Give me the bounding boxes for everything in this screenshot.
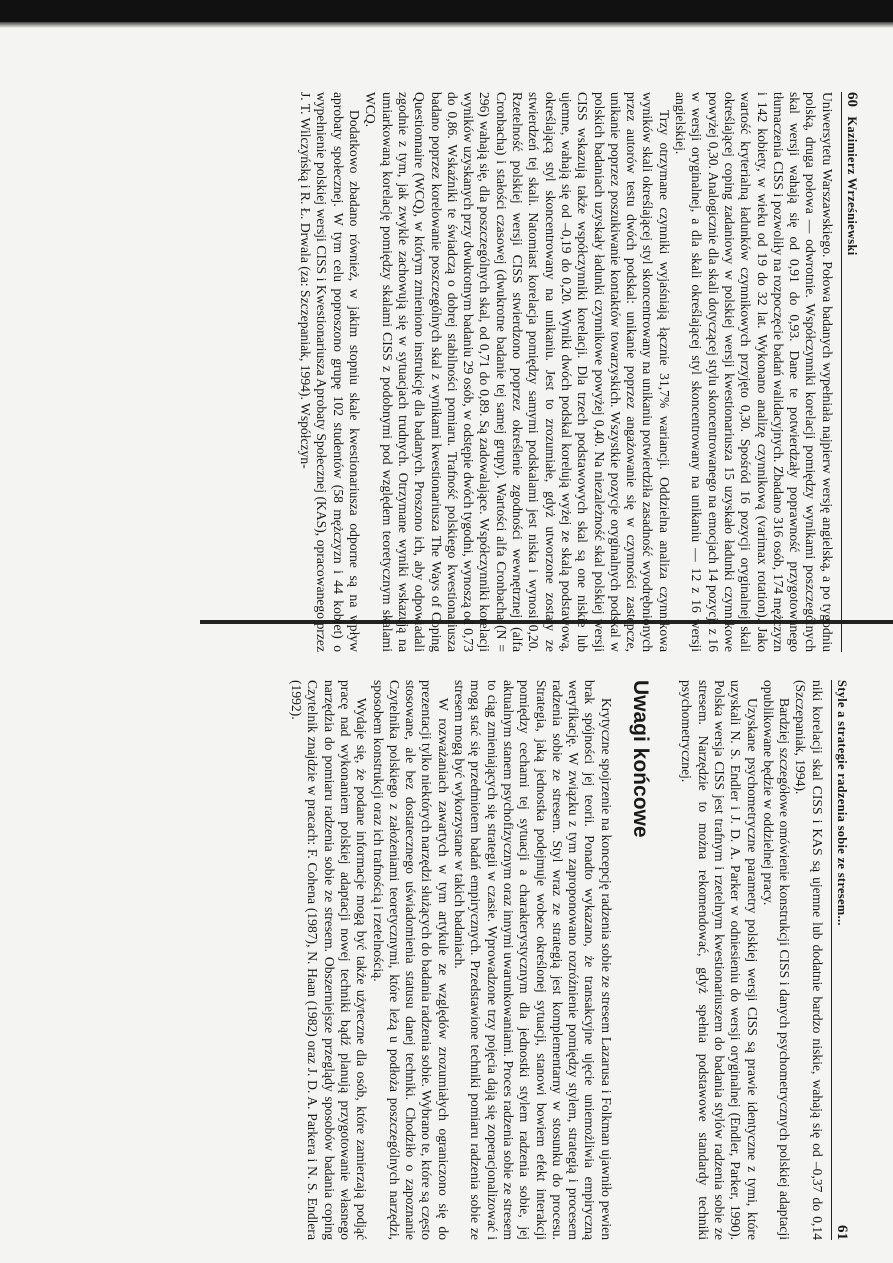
paragraph: Wydaje się, że podane informacje mogą być także użyteczne dla osób, które zamierzają podjąć pracę nad wykonaniem polskiej adaptacji nowej techniki bądź planują przygotowanie własnego narzędzia do pomiaru radzenia sobie ze stresem. Obszerniejsze przeglądy sposobów badania coping Czytelnik znajdzie w pracach: F. Cohena (1987), N. Haan (1982) oraz J. D. A. Parkera i N. S. Endlera (1992). xyxy=(289,680,370,1240)
scan-top-edge xyxy=(0,0,893,22)
section-heading: Uwagi końcowe xyxy=(629,680,653,838)
paragraph: Krytyczne spojrzenie na koncepcję radzenia sobie ze stresem Lazarusa i Folkman ujawniło pewien brak spójności jej teorii. Ponadto wykazano, że transakcyjne ujęcie uniemożliwia empiryczną weryfikację. W związku z tym zaproponowano rozróżnienie pomiędzy stylem, strategią i procesem radzenia sobie ze stresem. Styl wraz ze strategią jest komplementarny w stosunku do procesu. Strategia, jaką jednostka podejmuje wobec określonej sytuacji, stanowi bowiem efekt interakcji pomiędzy cechami tej sytuacji a charakterystycznym dla jednostki stylem radzenia sobie, jej aktualnym stanem psychofizycznym oraz innymi uwarunkowaniami. Proces radzenia sobie ze stresem to ciąg zmieniających się strategii w czasie. Wprowadzone trzy pojęcia dają się zoperacjonalizować i mogą stać się przedmiotem badań empirycznych. Przedstawione techniki pomiaru radzenia sobie ze stresem mogą być wykorzystane w takich badaniach. xyxy=(452,680,614,1240)
chapter-title: Style a strategie radzenia sobie ze stresem... xyxy=(835,680,849,926)
page-number: 60 xyxy=(844,92,860,107)
paragraph: Trzy otrzymane czynniki wyjaśniają łącznie 31,7% wariancji. Oddzielna analiza czynnikowa wyników skali określającej styl skoncentrowany na unikaniu potwierdziła zasadność wyodrębnionych przez autorów testu dwóch podskal: unikanie poprzez angażowanie się w czynności zastępcze, unikanie poprzez poszukiwanie kontaktów towarzyskich. Wszystkie pozycje oryginalnych podskal w polskich badaniach uzyskały ładunki czynnikowe powyżej 0,40. Na niezależność skal polskiej wersji CISS wskazują także współczynniki korelacji. Dla trzech podstawowych skal są one niskie lub ujemne, wahają się od –0,19 do 0,20. Wyniki dwóch podskal korelują wyżej ze skalą podstawową, określającą styl skoncentrowany na unikaniu. Jest to zrozumiałe, gdyż utworzone zostały ze stwierdzeń tej skali. Natomiast korelacja pomiędzy samymi podskalami jest niska i wynosi 0,20. Rzetelność polskiej wersji CISS stwierdzono poprzez określenie zgodności wewnętrznej (alfa Cronbacha) i stałości czasowej (dwukrotne badanie tej samej grupy). Wartości alfa Cronbacha (N = 296) wahają się, dla poszczególnych skal, od 0,71 do 0,89. Są zadowalające. Współczynniki korelacji wyników uzyskanych przy dwukrotnym badaniu 29 osób, w odstępie dwóch tygodni, wynoszą od 0,73 do 0,86. Wskaźniki te świadczą o dobrej stabilności pomiaru. Trafność polskiego kwestionariusza badano poprzez korelowanie poszczególnych skal z wynikami kwestionariusza The Ways of Coping Questionnaire (WCQ), w którym zmieniono instrukcję dla badanych. Proszono ich, aby odpowiadali zgodnie z tym, jak zwykle zachowują się w sytuacjach trudnych. Otrzymane wyniki wskazują na umiarkowaną korelację pomiędzy skalami CISS z podobnymi pod względem teoretycznym skalami WCQ. xyxy=(363,92,672,652)
right-page xyxy=(270,680,850,1240)
left-page xyxy=(280,92,860,652)
paragraph: Uzyskane psychometryczne parametry polskiej wersji CISS są prawie identyczne z tymi, które uzyskali N. S. Endler i J. D. A. Parker w odniesieniu do wersji oryginalnej (Endler, Parker, 1990). Polska wersja CISS jest trafnym i rzetelnym kwestionariuszem do badania stylów radzenia sobie ze stresem. Narzędzie to można rekomendować, gdyż spełnia podstawowe standardy techniki psychometrycznej. xyxy=(679,680,760,1240)
paragraph: niki korelacji skal CISS i KAS są ujemne lub dodatnie bardzo niskie, wahają się od –0,37 do 0,14 (Szczepaniak, 1994). xyxy=(793,680,825,1240)
running-head xyxy=(841,92,860,652)
author-name: Kazimierz Wrześniewski xyxy=(845,116,859,256)
scan-shadow xyxy=(0,22,893,28)
page-number: 61 xyxy=(834,1225,850,1240)
paragraph: W rozważaniach zawartych w tym artykule ze względów zrozumiałych ograniczono się do prezentacji tylko niektórych narzędzi służących do badania radzenia sobie. Wybrano te, które są często stosowane, ale bez dostatecznego uświadomienia statusu danej techniki. Chodziło o zapoznanie Czytelnika polskiego z założeniami teoretycznymi, które leżą u podłoża poszczególnych narzędzi, sposobem konstrukcji oraz ich trafnością i rzetelnością. xyxy=(370,680,451,1240)
paragraph: Dodatkowo zbadano również, w jakim stopniu skale kwestionariusza odporne są na wpływ aprobaty społecznej. W tym celu poproszono grupę 102 studentów (58 mężczyzn i 44 kobiet) o wypełnienie polskiej wersji CISS i Kwestionariusza Aprobaty Społecznej (KAS), opracowanego przez J. T. Wilczyńską i R. Ł. Drwala (za: Szczepaniak, 1994). Współczyn- xyxy=(298,92,363,652)
paragraph: Uniwersytetu Warszawskiego. Połowa badanych wypełniała najpierw wersję angielską, a po tygodniu polską, druga połowa — odwrotnie. Współczynniki korelacji pomiędzy wynikami poszczególnych skal wersji wahają się od 0,91 do 0,93. Dane te potwierdzały poprawność przygotowanego tłumaczenia CISS i pozwoliły na rozpoczęcie badań walidacyjnych. Zbadano 316 osób, 174 mężczyzn i 142 kobiety, w wieku od 19 do 32 lat. Wykonano analizę czynnikową (varimax rotation). Jako wartość kryterialną ładunków czynnikowych przyjęto 0,30. Spośród 16 pozycji oryginalnej skali określającej coping zadaniowy w polskiej wersji kwestionariusza 15 uzyskało ładunki czynnikowe powyżej 0,30. Analogicznie dla skali dotyczącej stylu skoncentrowanego na emocjach 14 pozycji z 16 w wersji oryginalnej, a dla skali określającej styl skoncentrowany na unikaniu — 12 z 16 wersji angielskiej. xyxy=(673,92,835,652)
running-head xyxy=(831,680,850,1240)
paragraph: Bardziej szczegółowe omówienie konstrukcji CISS i danych psychometrycznych polskiej adaptacji opublikowane będzie w oddzielnej pracy. xyxy=(760,680,793,1240)
